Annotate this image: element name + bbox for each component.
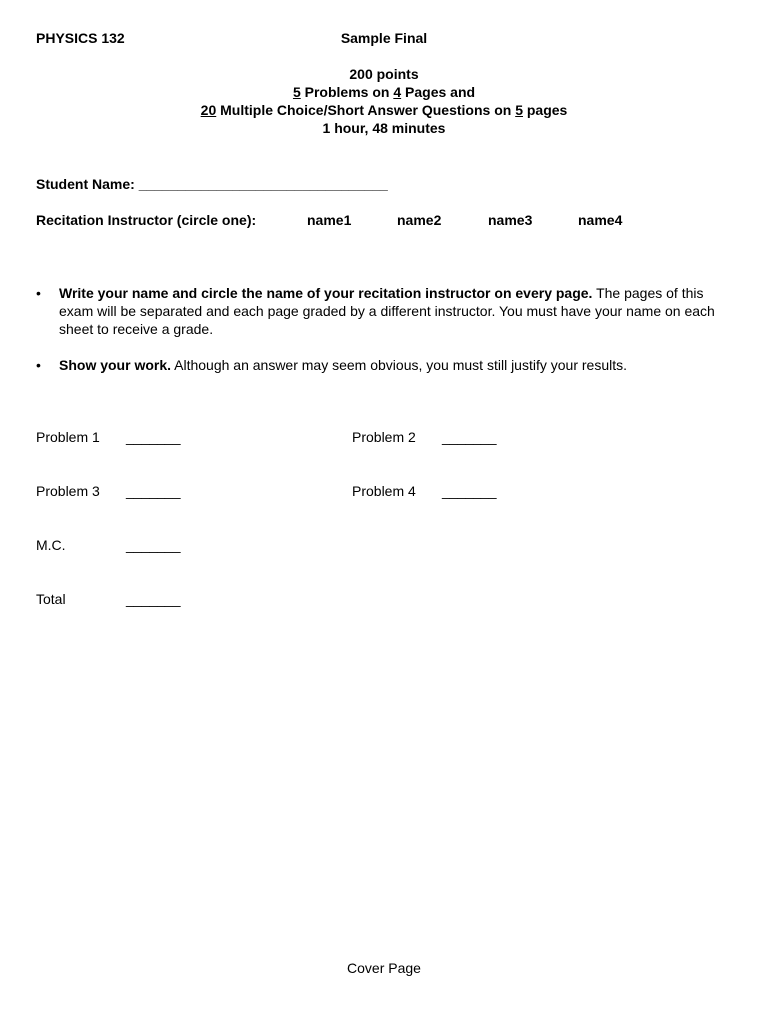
score-label-problem-1: Problem 1 (36, 429, 100, 445)
problems-text-1: Problems on (300, 84, 394, 100)
mc-count: 20 (200, 102, 217, 118)
score-field-total[interactable]: _______ (126, 591, 181, 607)
problems-count: 5 (292, 84, 301, 100)
exam-points: 200 points (349, 66, 419, 82)
course-code: PHYSICS 132 (36, 30, 125, 46)
instruction-detail: The pages of this exam will be separated and each page graded by a different instructor. You must have your name on each sheet to receive a grade. (59, 285, 715, 337)
score-field-problem-4[interactable]: _______ (442, 483, 497, 499)
recitation-label: Recitation Instructor (circle one): (36, 212, 257, 228)
instruction-item (36, 284, 726, 340)
bullet-icon: • (36, 357, 41, 373)
instructor-option-1[interactable]: name1 (307, 212, 352, 228)
instruction-text (59, 356, 729, 374)
score-label-problem-3: Problem 3 (36, 483, 100, 499)
score-label-problem-4: Problem 4 (352, 483, 416, 499)
mc-pages-count: 5 (515, 102, 523, 118)
problems-summary (0, 83, 768, 101)
instructor-option-2[interactable]: name2 (397, 212, 442, 228)
instruction-emphasis: Show your work. (59, 357, 172, 373)
exam-duration: 1 hour, 48 minutes (322, 120, 446, 136)
instruction-item (36, 356, 726, 376)
instruction-detail: Although an answer may seem obvious, you must still justify your results. (171, 357, 627, 373)
bullet-icon: • (36, 285, 41, 301)
score-field-problem-3[interactable]: _______ (126, 483, 181, 499)
score-label-problem-2: Problem 2 (352, 429, 416, 445)
problems-text-2: Pages and (401, 84, 476, 100)
exam-title: Sample Final (340, 30, 428, 46)
instruction-emphasis: Write your name and circle the name of your recitation instructor on every page. (59, 285, 593, 301)
page-footer: Cover Page (347, 960, 421, 976)
instructor-option-4[interactable]: name4 (578, 212, 623, 228)
student-name-field[interactable]: ________________________________ (138, 176, 388, 192)
mc-summary (0, 101, 768, 119)
mc-text-1: Multiple Choice/Short Answer Questions on (216, 102, 516, 118)
score-field-problem-2[interactable]: _______ (442, 429, 497, 445)
student-name-label: Student Name: (36, 176, 135, 192)
mc-text-2: pages (522, 102, 568, 118)
score-label-mc: M.C. (36, 537, 66, 553)
score-field-problem-1[interactable]: _______ (126, 429, 181, 445)
instruction-text (59, 284, 729, 338)
problems-pages-count: 4 (393, 84, 402, 100)
score-field-mc[interactable]: _______ (126, 537, 181, 553)
instructor-option-3[interactable]: name3 (488, 212, 533, 228)
score-label-total: Total (36, 591, 66, 607)
student-name-row (36, 175, 388, 193)
